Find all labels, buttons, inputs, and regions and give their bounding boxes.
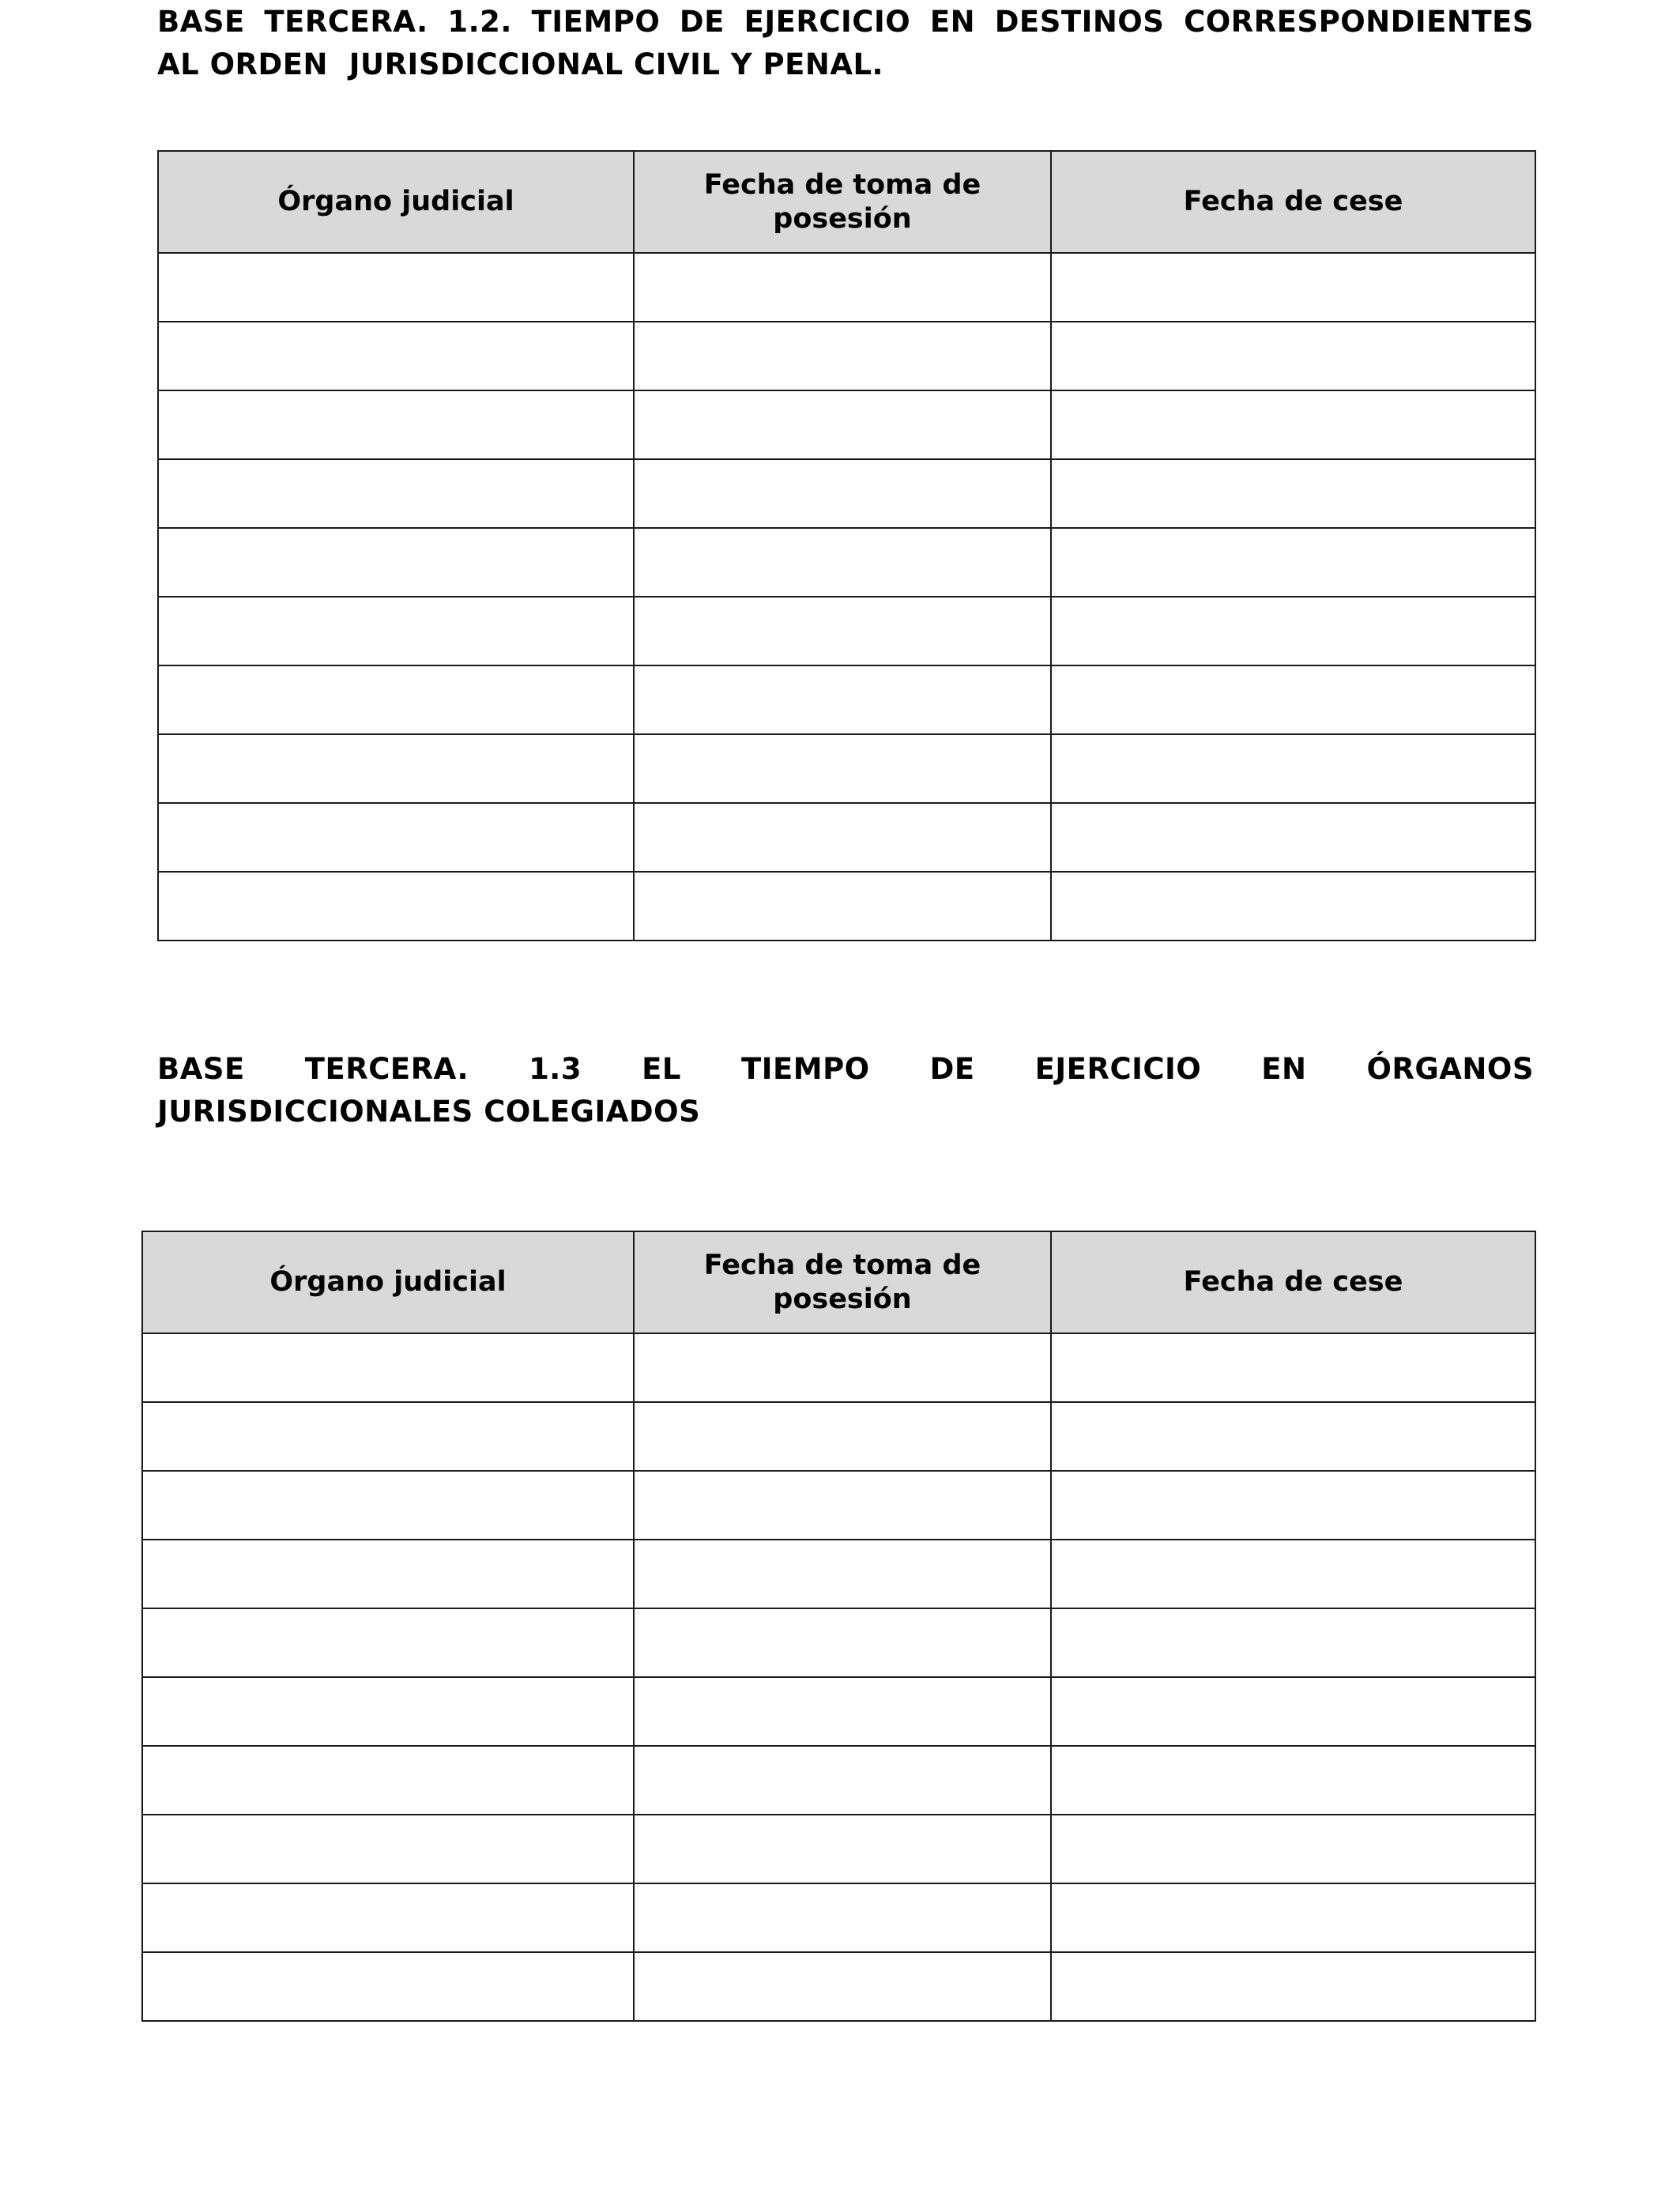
fecha-posesion-cell[interactable] [634,528,1051,597]
section-1-heading-line-1: BASE TERCERA. 1.2. TIEMPO DE EJERCICIO EN DESTINOS CORRESPONDIENTES [157,5,1534,39]
fecha-posesion-cell[interactable] [634,1540,1051,1608]
fecha-posesion-cell[interactable] [634,390,1051,459]
fecha-cese-cell[interactable] [1051,734,1535,803]
fecha-cese-cell[interactable] [1051,872,1535,941]
table-row [158,872,1535,941]
fecha-cese-cell[interactable] [1051,1333,1535,1402]
fecha-posesion-cell[interactable] [634,1952,1051,2021]
organo-cell[interactable] [158,528,634,597]
column-header-organo: Órgano judicial [158,151,634,253]
organo-cell[interactable] [158,390,634,459]
table-row [142,1402,1535,1471]
organo-cell[interactable] [158,872,634,941]
organo-cell[interactable] [142,1540,634,1608]
fecha-posesion-cell[interactable] [634,1471,1051,1540]
fecha-posesion-cell[interactable] [634,1815,1051,1883]
organo-cell[interactable] [158,597,634,665]
fecha-posesion-cell[interactable] [634,665,1051,734]
section-1-heading-line-2: AL ORDEN JURISDICCIONAL CIVIL Y PENAL. [157,47,884,81]
fecha-cese-cell[interactable] [1051,597,1535,665]
table-row [158,390,1535,459]
fecha-cese-cell[interactable] [1051,1402,1535,1471]
table-row [142,1608,1535,1677]
table-row [142,1746,1535,1815]
fecha-cese-cell[interactable] [1051,1952,1535,2021]
fecha-posesion-cell[interactable] [634,803,1051,872]
column-header-fecha-cese: Fecha de cese [1051,151,1535,253]
organo-cell[interactable] [158,253,634,322]
organo-cell[interactable] [158,665,634,734]
organo-cell[interactable] [142,1815,634,1883]
section-1-table [157,150,1536,941]
organo-cell[interactable] [142,1608,634,1677]
table-header-row [158,151,1535,253]
table-row [158,734,1535,803]
organo-cell[interactable] [158,322,634,390]
fecha-cese-cell[interactable] [1051,1471,1535,1540]
table-row [158,322,1535,390]
fecha-posesion-cell[interactable] [634,1677,1051,1746]
table-row [142,1540,1535,1608]
fecha-cese-cell[interactable] [1051,1540,1535,1608]
column-header-fecha-posesion: Fecha de toma de posesión [634,1231,1051,1333]
fecha-cese-cell[interactable] [1051,1746,1535,1815]
organo-cell[interactable] [158,803,634,872]
column-header-organo: Órgano judicial [142,1231,634,1333]
table-row [158,253,1535,322]
fecha-cese-cell[interactable] [1051,322,1535,390]
table-row [142,1815,1535,1883]
fecha-posesion-cell[interactable] [634,734,1051,803]
organo-cell[interactable] [142,1471,634,1540]
organo-cell[interactable] [142,1333,634,1402]
table-row [142,1333,1535,1402]
organo-cell[interactable] [142,1677,634,1746]
fecha-posesion-cell[interactable] [634,459,1051,528]
fecha-posesion-cell[interactable] [634,1746,1051,1815]
column-header-fecha-cese: Fecha de cese [1051,1231,1535,1333]
organo-cell[interactable] [158,734,634,803]
section-2-table [141,1231,1536,2022]
table-row [142,1471,1535,1540]
fecha-cese-cell[interactable] [1051,665,1535,734]
column-header-fecha-posesion: Fecha de toma de posesión [634,151,1051,253]
fecha-cese-cell[interactable] [1051,253,1535,322]
fecha-posesion-cell[interactable] [634,1402,1051,1471]
section-1-heading [157,1,1534,86]
section-2-heading [157,1048,1534,1133]
fecha-posesion-cell[interactable] [634,1608,1051,1677]
fecha-cese-cell[interactable] [1051,803,1535,872]
fecha-cese-cell[interactable] [1051,390,1535,459]
fecha-posesion-cell[interactable] [634,322,1051,390]
section-2-heading-line-1: BASE TERCERA. 1.3 EL TIEMPO DE EJERCICIO EN ÓRGANOS [157,1052,1534,1086]
fecha-posesion-cell[interactable] [634,253,1051,322]
fecha-posesion-cell[interactable] [634,1883,1051,1952]
table-row [142,1952,1535,2021]
table-header-row [142,1231,1535,1333]
table-row [142,1677,1535,1746]
organo-cell[interactable] [158,459,634,528]
organo-cell[interactable] [142,1746,634,1815]
fecha-posesion-cell[interactable] [634,1333,1051,1402]
fecha-cese-cell[interactable] [1051,1883,1535,1952]
fecha-posesion-cell[interactable] [634,872,1051,941]
fecha-posesion-cell[interactable] [634,597,1051,665]
fecha-cese-cell[interactable] [1051,1677,1535,1746]
organo-cell[interactable] [142,1402,634,1471]
table-row [158,803,1535,872]
fecha-cese-cell[interactable] [1051,528,1535,597]
fecha-cese-cell[interactable] [1051,1608,1535,1677]
table-row [158,597,1535,665]
organo-cell[interactable] [142,1952,634,2021]
section-2-heading-line-2: JURISDICCIONALES COLEGIADOS [157,1095,701,1129]
organo-cell[interactable] [142,1883,634,1952]
fecha-cese-cell[interactable] [1051,459,1535,528]
table-row [142,1883,1535,1952]
table-row [158,665,1535,734]
fecha-cese-cell[interactable] [1051,1815,1535,1883]
table-row [158,459,1535,528]
table-row [158,528,1535,597]
